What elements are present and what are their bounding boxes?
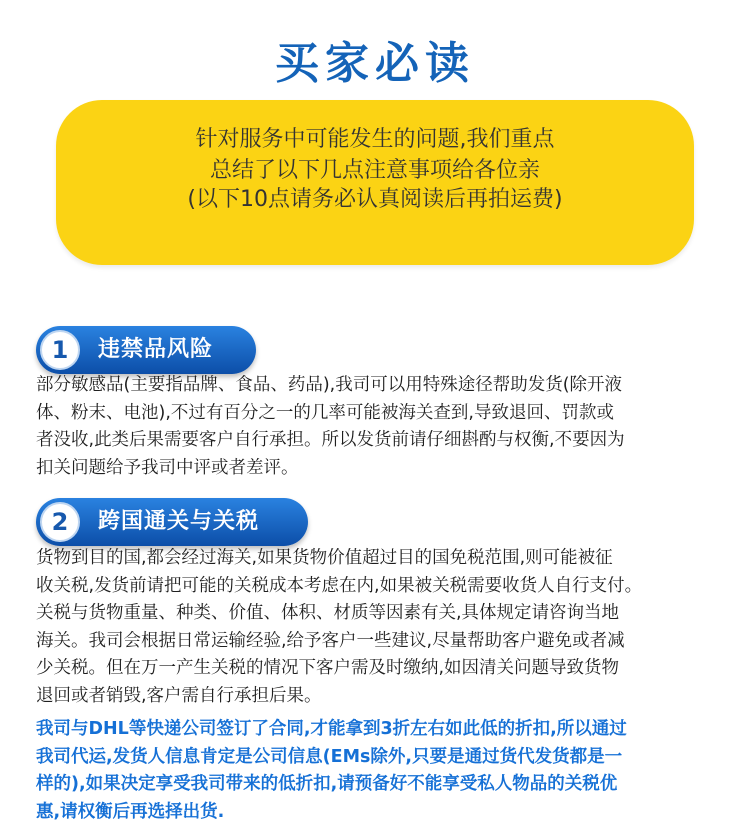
body-line: 货物到目的国,都会经过海关,如果货物价值超过目的国免税范围,则可能被征 [36,548,613,568]
discount-note [36,716,726,826]
body-line: 收关税,发货前请把可能的关税成本考虑在内,如果被关税需要收货人自行支付。 [36,575,643,596]
body-line: 者没收,此类后果需要客户自行承担。所以发货前请仔细斟酌与权衡,不要因为 [36,430,625,450]
section-number: 1 [40,330,80,370]
notice-line: (以下10点请务必认真阅读后再拍运费) [187,187,563,212]
page-title: 买家必读 [275,38,475,89]
body-line: 体、粉末、电池),不过有百分之一的几率可能被海关查到,导致退回、罚款或 [36,402,614,423]
section-badge-1 [36,326,256,374]
body-line: 海关。我司会根据日常运输经验,给予客户一些建议,尽量帮助客户避免或者减 [36,630,625,651]
note-line: 我司代运,发货人信息肯定是公司信息(EMs除外,只要是通过货代发货都是一 [36,746,623,767]
body-line: 部分敏感品(主要指品牌、食品、药品),我司可以用特殊途径帮助发货(除开液 [36,375,623,395]
note-line: 样的),如果决定享受我司带来的低折扣,请预备好不能享受私人物品的关税优 [36,774,618,794]
section-2-body [36,545,726,710]
section-heading: 违禁品风险 [98,337,214,362]
note-line: 我司与DHL等快递公司签订了合同,才能拿到3折左右如此低的折扣,所以通过 [36,719,627,739]
body-line: 退回或者销毁,客户需自行承担后果。 [36,685,322,706]
section-1-body [36,372,726,482]
section-heading: 跨国通关与关税 [98,509,260,534]
body-line: 扣关问题给予我司中评或者差评。 [36,457,299,478]
section-number: 2 [40,502,80,542]
body-line: 关税与货物重量、种类、价值、体积、材质等因素有关,具体规定请咨询当地 [36,603,620,623]
section-badge-2 [36,498,308,546]
body-line: 少关税。但在万一产生关税的情况下客户需及时缴纳,如因清关问题导致货物 [36,658,620,678]
notice-line: 总结了以下几点注意事项给各位亲 [209,158,540,183]
note-line: 惠,请权衡后再选择出货. [36,801,225,822]
notice-line: 针对服务中可能发生的问题,我们重点 [195,127,555,152]
